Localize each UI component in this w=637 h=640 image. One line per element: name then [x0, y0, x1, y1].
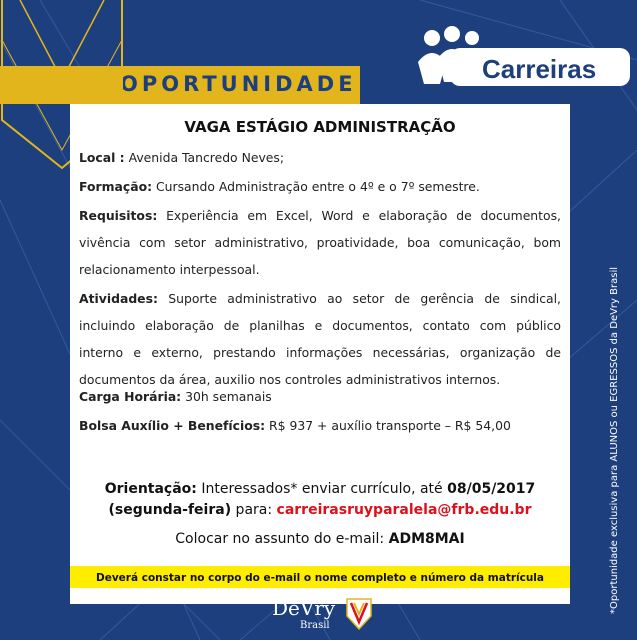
requisitos-value: Experiência em Excel, Word e elaboração de documentos, vivência com setor administrativo, proatividade, boa comunicação, bom relacionamento interpessoal. [79, 208, 561, 277]
atividades-label: Atividades: [79, 291, 158, 306]
orientation-para: para: [231, 502, 277, 518]
job-card [70, 104, 570, 604]
devry-brand-name: DeVry [272, 596, 336, 620]
carga-line [79, 383, 561, 410]
notice-text: Deverá constar no corpo do e-mail o nome completo e número da matrícula [96, 572, 544, 584]
carga-value: 30h semanais [181, 389, 272, 404]
devry-logo [268, 596, 380, 636]
contact-email-link[interactable]: carreirasruyparalela@frb.edu.br [276, 502, 532, 518]
job-title: VAGA ESTÁGIO ADMINISTRAÇÃO [184, 118, 456, 136]
deadline-date: 08/05/2017 [447, 481, 536, 497]
bolsa-value: R$ 937 + auxílio transporte – R$ 54,00 [265, 418, 511, 433]
formacao-value: Cursando Administração entre o 4º e o 7º semestre. [152, 179, 480, 194]
subject-code: ADM8MAI [388, 531, 465, 547]
devry-brand-sub: Brasil [300, 620, 330, 631]
bolsa-line [79, 412, 561, 439]
atividades-value: Suporte administrativo ao setor de gerência de sindical, incluindo elaboração de planilhas e documentos, contato com público interno e externo, prestando informações necessárias, organização de documentos da área, auxilio nos controles administrativos internos. [79, 291, 561, 387]
subject-line [70, 531, 570, 547]
orientation-label: Orientação: [104, 481, 197, 497]
notice-banner [70, 566, 570, 588]
local-label: Local : [79, 150, 125, 165]
formacao-line [79, 173, 561, 200]
deadline-weekday: (segunda-feira) [108, 502, 232, 518]
devry-shield-icon [346, 598, 372, 630]
banner-text: OPORTUNIDADE [120, 72, 357, 96]
bolsa-label: Bolsa Auxílio + Benefícios: [79, 418, 266, 433]
side-note: *Oportunidade exclusiva para ALUNOS ou EGRESSOS da DeVry Brasil [609, 266, 620, 614]
carreiras-logo [410, 26, 630, 94]
orientation-block [70, 479, 570, 521]
formacao-label: Formação: [79, 179, 153, 194]
subject-text: Colocar no assunto do e-mail: [175, 531, 389, 547]
requisitos-label: Requisitos: [79, 208, 158, 223]
local-value: Avenida Tancredo Neves; [124, 150, 285, 165]
brand-label: Carreiras [482, 54, 597, 84]
carga-label: Carga Horária: [79, 389, 182, 404]
local-line [79, 144, 561, 171]
atividades-paragraph [79, 285, 561, 393]
requisitos-paragraph [79, 202, 561, 283]
orientation-text: Interessados* enviar currículo, até [196, 481, 448, 497]
